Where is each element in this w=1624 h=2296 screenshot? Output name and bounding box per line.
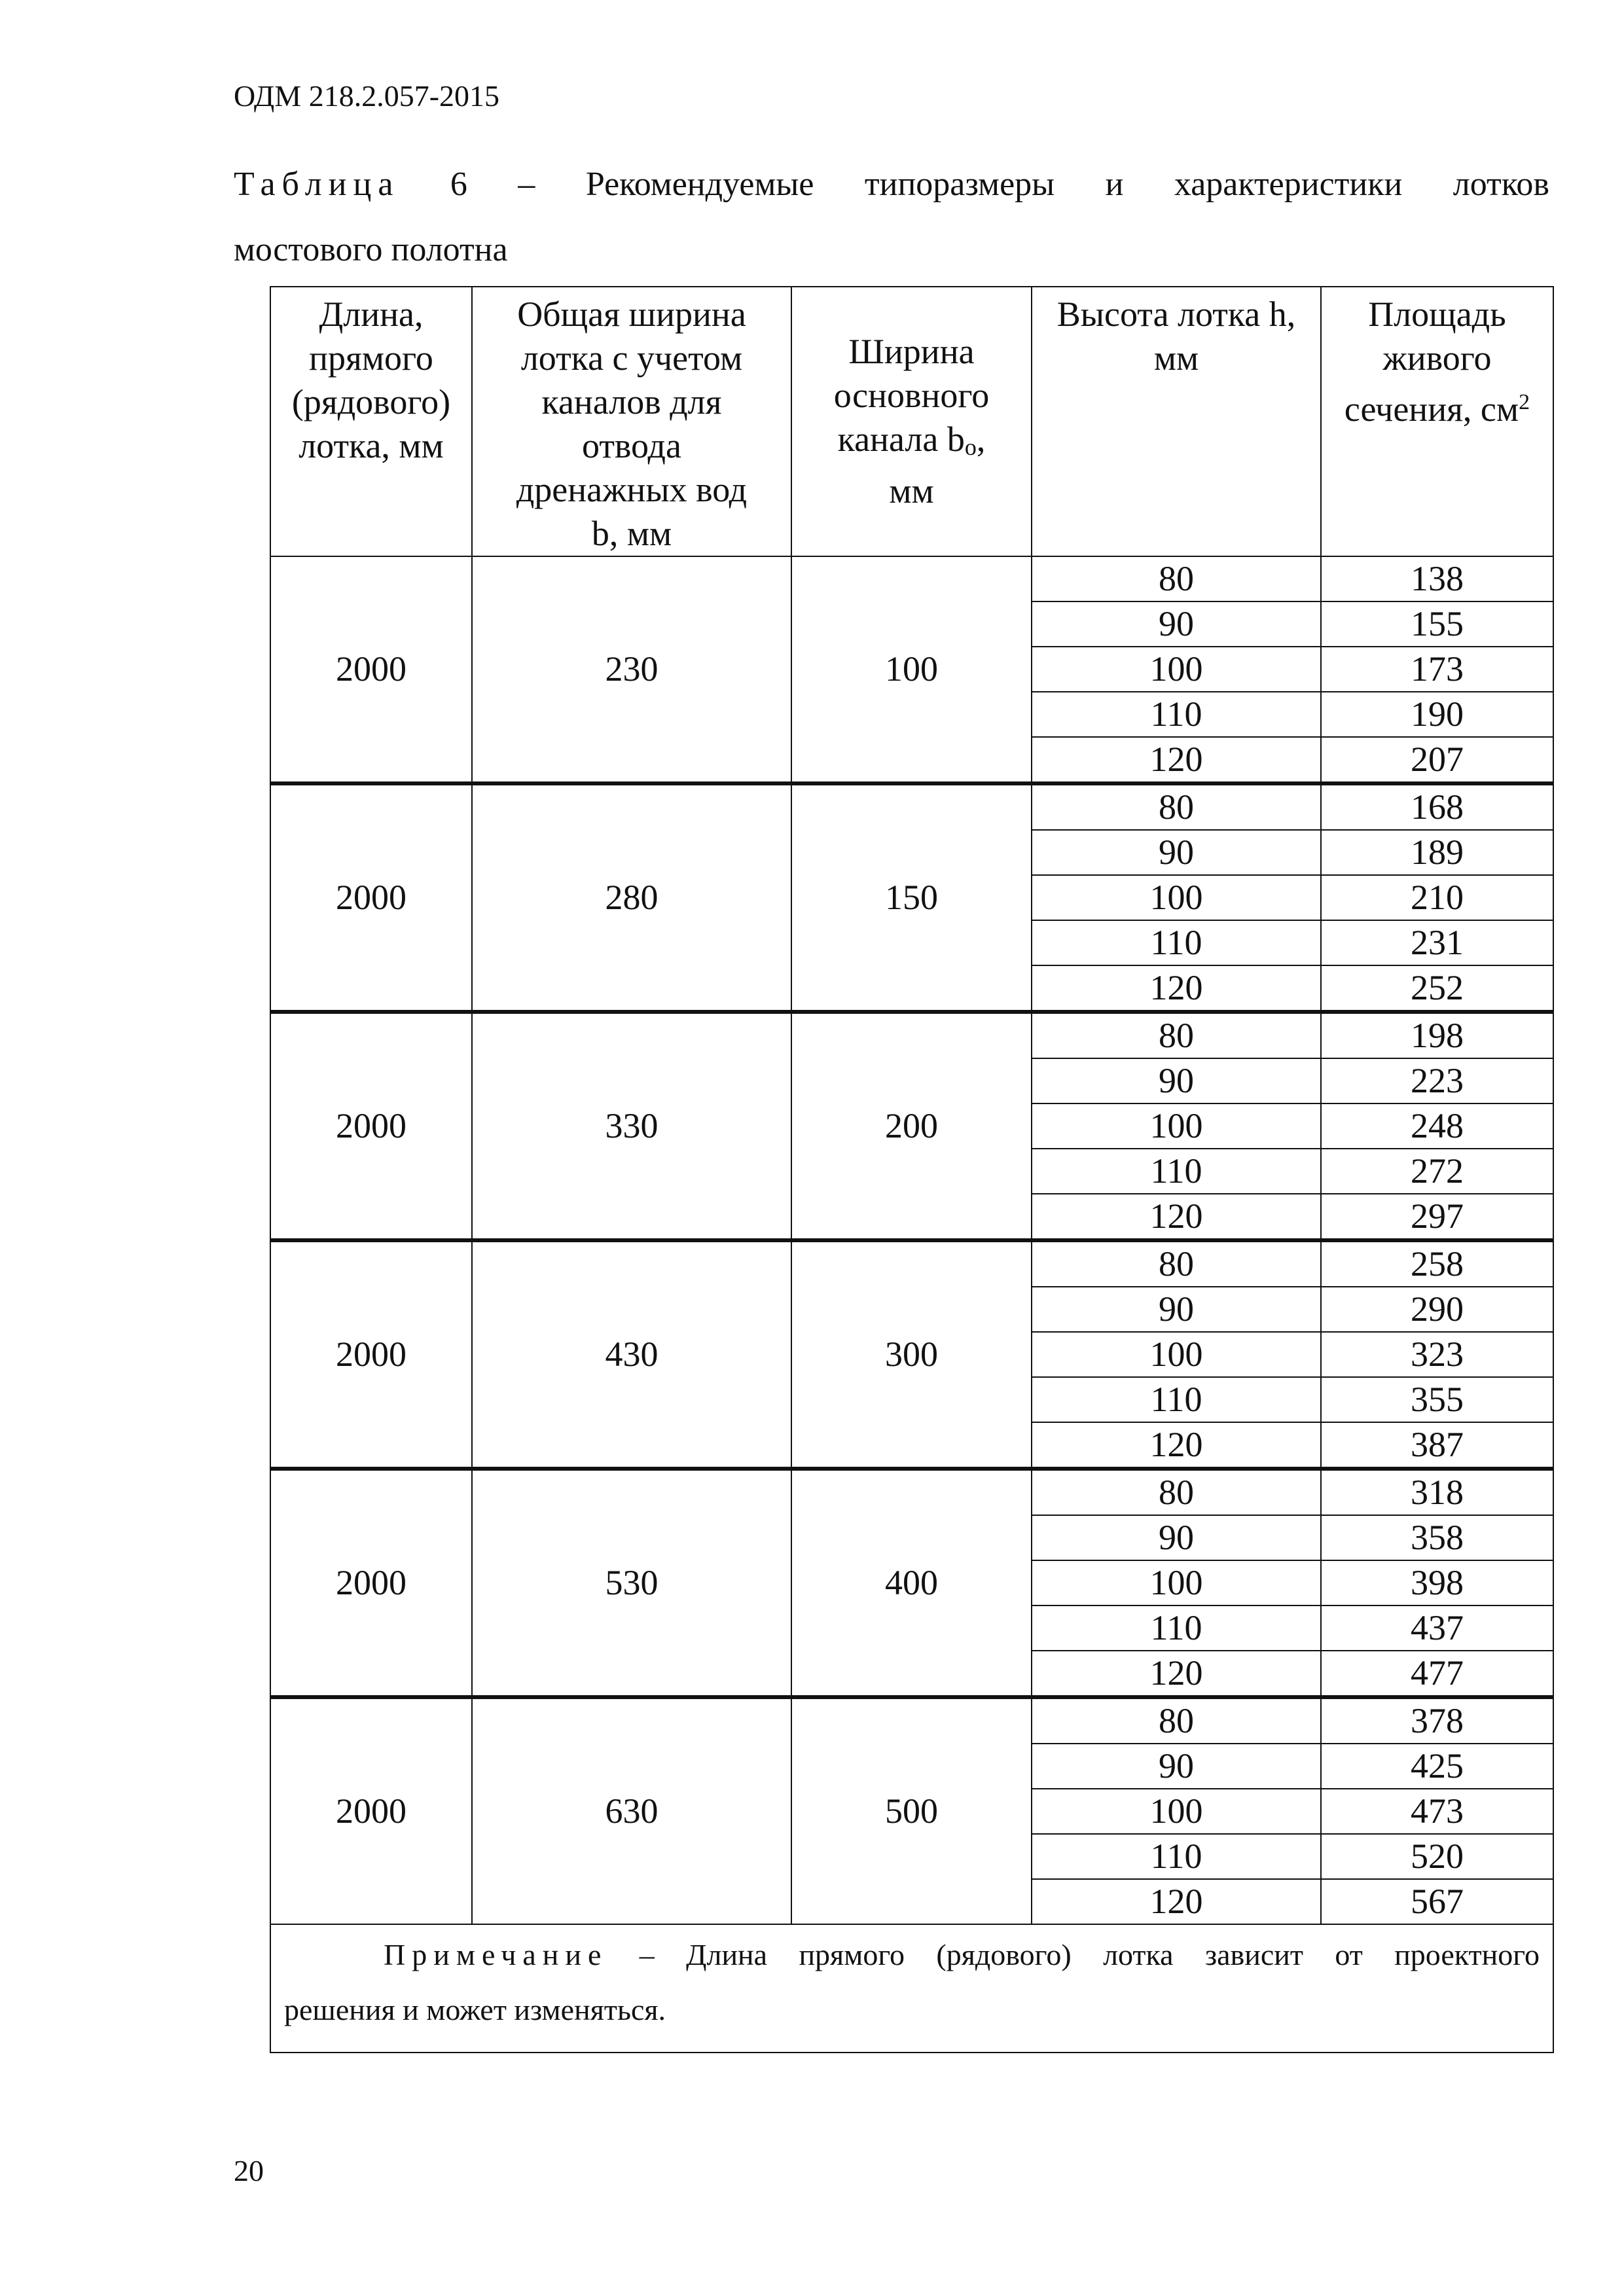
cell-height: 80: [1032, 556, 1321, 601]
cell-area: 387: [1321, 1422, 1553, 1469]
table-row: [270, 1012, 1553, 1058]
cell-area: 168: [1321, 783, 1553, 830]
cell-area: 378: [1321, 1697, 1553, 1744]
cell-height: 90: [1032, 1287, 1321, 1332]
cell-total-width: 430: [472, 1240, 791, 1469]
cell-area: 477: [1321, 1651, 1553, 1697]
cell-area: 323: [1321, 1332, 1553, 1377]
note-row: [270, 1924, 1553, 2053]
note-word: (рядового): [936, 1938, 1072, 1971]
cell-height: 80: [1032, 1012, 1321, 1058]
cell-area: 398: [1321, 1560, 1553, 1605]
table-row: [270, 1697, 1553, 1744]
cell-area: 358: [1321, 1515, 1553, 1560]
caption-number: 6: [450, 166, 467, 203]
cell-area: 198: [1321, 1012, 1553, 1058]
caption-line-1: [234, 152, 1549, 217]
cell-height: 90: [1032, 601, 1321, 647]
table-row: [270, 783, 1553, 830]
header-height: Высота лотка h, мм: [1032, 287, 1321, 556]
cell-total-width: 630: [472, 1697, 791, 1924]
cell-height: 80: [1032, 1469, 1321, 1515]
cell-height: 110: [1032, 1834, 1321, 1879]
cell-area: 138: [1321, 556, 1553, 601]
cell-area: 155: [1321, 601, 1553, 647]
cell-area: 223: [1321, 1058, 1553, 1103]
cell-total-width: 530: [472, 1469, 791, 1697]
cell-height: 120: [1032, 1194, 1321, 1240]
cell-height: 90: [1032, 1515, 1321, 1560]
cell-main-width: 400: [791, 1469, 1032, 1697]
cell-area: 297: [1321, 1194, 1553, 1240]
cell-area: 272: [1321, 1149, 1553, 1194]
cell-main-width: 500: [791, 1697, 1032, 1924]
cell-area: 258: [1321, 1240, 1553, 1287]
cell-area: 318: [1321, 1469, 1553, 1515]
cell-area: 207: [1321, 737, 1553, 783]
cell-main-width: 150: [791, 783, 1032, 1012]
page-number: 20: [234, 2154, 264, 2187]
cell-height: 110: [1032, 1149, 1321, 1194]
data-table: [270, 286, 1554, 2053]
cell-main-width: 100: [791, 556, 1032, 783]
table-caption: [234, 152, 1549, 283]
table-row: [270, 1240, 1553, 1287]
cell-area: 290: [1321, 1287, 1553, 1332]
note-word: зависит: [1204, 1938, 1303, 1971]
caption-line-2: мостового полотна: [234, 231, 508, 268]
note-word: проектного: [1394, 1938, 1540, 1971]
cell-length: 2000: [270, 1240, 472, 1469]
note-dash: –: [639, 1938, 655, 1971]
cell-area: 425: [1321, 1744, 1553, 1789]
document-code: ОДМ 218.2.057-2015: [234, 79, 500, 113]
cell-length: 2000: [270, 1012, 472, 1240]
header-area: Площадь живого сечения, $см^2$: [1321, 287, 1553, 556]
cell-length: 2000: [270, 1697, 472, 1924]
cell-height: 110: [1032, 692, 1321, 737]
caption-word: и: [1105, 166, 1124, 203]
cell-area: 248: [1321, 1103, 1553, 1149]
header-length: Длина, прямого (рядового) лотка, мм: [270, 287, 472, 556]
caption-word: Рекомендуемые: [585, 166, 814, 203]
cell-area: 520: [1321, 1834, 1553, 1879]
cell-height: 120: [1032, 737, 1321, 783]
table-note: [270, 1924, 1553, 2053]
cell-height: 110: [1032, 920, 1321, 965]
cell-area: 437: [1321, 1605, 1553, 1651]
caption-word: характеристики: [1174, 166, 1403, 203]
note-word: прямого: [799, 1938, 905, 1971]
cell-height: 100: [1032, 1332, 1321, 1377]
cell-area: 173: [1321, 647, 1553, 692]
cell-area: 567: [1321, 1879, 1553, 1924]
cell-area: 473: [1321, 1789, 1553, 1834]
caption-dash: –: [518, 166, 535, 203]
cell-height: 100: [1032, 1560, 1321, 1605]
cell-height: 120: [1032, 965, 1321, 1012]
cell-height: 80: [1032, 783, 1321, 830]
cell-area: 189: [1321, 830, 1553, 875]
cell-height: 120: [1032, 1879, 1321, 1924]
cell-height: 90: [1032, 830, 1321, 875]
cell-height: 100: [1032, 1103, 1321, 1149]
caption-label: Таблица: [234, 166, 400, 203]
table-row: [270, 556, 1553, 601]
note-line-2: решения и может изменяться.: [284, 1993, 666, 2026]
cell-height: 120: [1032, 1422, 1321, 1469]
cell-area: 355: [1321, 1377, 1553, 1422]
cell-main-width: 300: [791, 1240, 1032, 1469]
cell-area: 210: [1321, 875, 1553, 920]
cell-total-width: 330: [472, 1012, 791, 1240]
note-word: лотка: [1103, 1938, 1174, 1971]
cell-area: 231: [1321, 920, 1553, 965]
note-word: от: [1335, 1938, 1363, 1971]
cell-area: 190: [1321, 692, 1553, 737]
caption-word: лотков: [1453, 166, 1549, 203]
cell-area: 252: [1321, 965, 1553, 1012]
cell-height: 100: [1032, 1789, 1321, 1834]
table-row: [270, 1469, 1553, 1515]
cell-total-width: 230: [472, 556, 791, 783]
note-line-1: [284, 1928, 1540, 1982]
cell-height: 100: [1032, 875, 1321, 920]
cell-height: 80: [1032, 1240, 1321, 1287]
header-row: [270, 287, 1553, 556]
cell-total-width: 280: [472, 783, 791, 1012]
note-label: Примечание: [384, 1938, 608, 1971]
cell-length: 2000: [270, 1469, 472, 1697]
cell-height: 90: [1032, 1744, 1321, 1789]
cell-length: 2000: [270, 783, 472, 1012]
cell-main-width: 200: [791, 1012, 1032, 1240]
cell-height: 110: [1032, 1605, 1321, 1651]
note-word: Длина: [686, 1938, 768, 1971]
cell-height: 80: [1032, 1697, 1321, 1744]
cell-height: 90: [1032, 1058, 1321, 1103]
cell-height: 120: [1032, 1651, 1321, 1697]
header-total-width: Общая ширина лотка с учетом каналов для отвода дренажных вод b, мм: [472, 287, 791, 556]
caption-word: типоразмеры: [864, 166, 1055, 203]
header-main-width: Ширина основного канала $b_o$, мм: [791, 287, 1032, 556]
cell-length: 2000: [270, 556, 472, 783]
cell-height: 100: [1032, 647, 1321, 692]
cell-height: 110: [1032, 1377, 1321, 1422]
